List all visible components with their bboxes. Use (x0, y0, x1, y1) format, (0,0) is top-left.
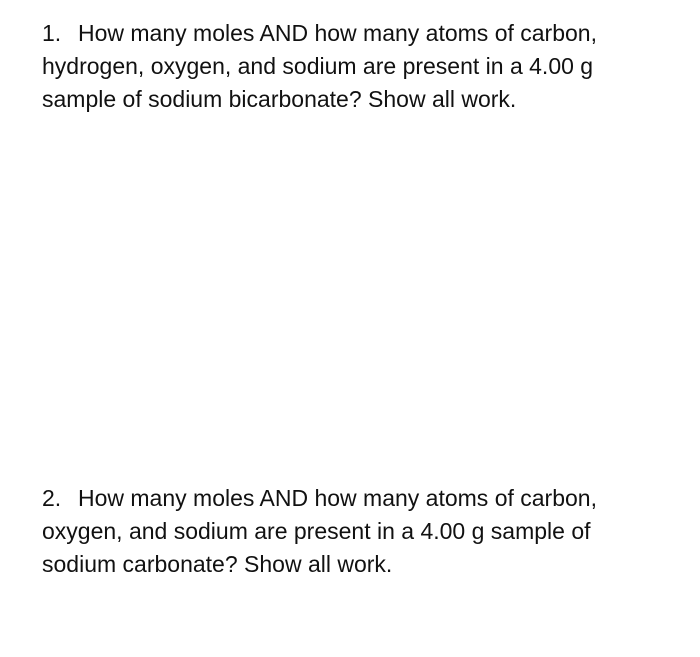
question-2-text: How many moles AND how many atoms of carbon, oxygen, and sodium are present in a 4.00 g sample of sodium carbonate? Show all work. (42, 485, 597, 577)
question-1-text: How many moles AND how many atoms of carbon, hydrogen, oxygen, and sodium are present in a 4.00 g sample of sodium bicarbonate? Show all work. (42, 20, 597, 112)
question-2 (42, 482, 662, 581)
question-1-number: 1. (42, 20, 62, 46)
question-2-number: 2. (42, 485, 62, 511)
question-1 (42, 17, 662, 116)
